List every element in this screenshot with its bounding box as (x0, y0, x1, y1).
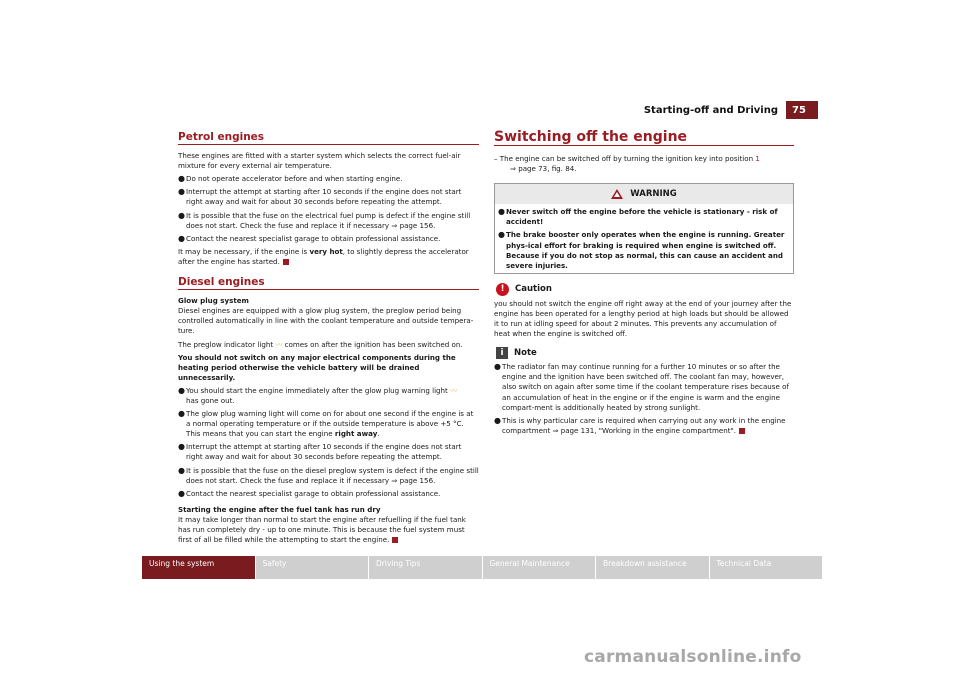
warning-title: WARNING (630, 189, 677, 200)
bullet-icon: ● (178, 442, 185, 452)
warning-box (494, 183, 794, 274)
bullet-icon: ● (494, 415, 501, 425)
list-item: ● It is possible that the fuse on the diesel preglow system is defect if the engine still does not start. Check the fuse and replace it if necessary ⇒ page 156. (178, 465, 479, 485)
fuel-tank-subheading: Starting the engine after the fuel tank has run dry (178, 504, 381, 514)
right-column (494, 129, 794, 439)
caution-icon: ! (496, 283, 509, 296)
tab-general-maintenance[interactable]: General Maintenance (483, 556, 596, 579)
list-item: ● Do not operate accelerator before and when starting engine. (178, 174, 403, 184)
diesel-p1: Diesel engines are equipped with a glow plug system, the preglow period being controlled automatically in line with the coolant temperature and outside tempera-ture. (178, 306, 474, 336)
bullet-icon: ● (498, 230, 505, 240)
chapter-nav (142, 556, 822, 579)
tab-breakdown-assistance[interactable]: Breakdown assistance (596, 556, 709, 579)
caution-title: Caution (515, 284, 552, 295)
petrol-heading: Petrol engines (178, 132, 479, 145)
glow-plug-subheading: Glow plug system (178, 296, 249, 306)
end-of-section-icon (392, 537, 398, 543)
page-header (644, 101, 818, 119)
page-number: 75 (786, 101, 818, 119)
preglow-indicator-icon: 〰 (275, 340, 283, 349)
diesel-heading: Diesel engines (178, 277, 479, 290)
list-item: ● Contact the nearest specialist garage to obtain professional assistance. (178, 488, 441, 498)
bullet-icon: ● (494, 362, 501, 372)
bullet-icon: ● (178, 233, 185, 243)
list-item: ● The glow plug warning light will come on for about one second if the engine is at a normal operating temperature or if the outside temperature is above +5 °C. This means that you can start the engine right away. (178, 409, 474, 439)
list-item: ● Never switch off the engine before the vehicle is stationary - risk of accident! (498, 207, 778, 227)
list-item: ● Interrupt the attempt at starting after 10 seconds if the engine does not start right away and wait for about 30 seconds before repeating the attempt. (178, 187, 462, 207)
list-item: ● Interrupt the attempt at starting after 10 seconds if the engine does not start right away and wait for about 30 seconds before repeating the attempt. (178, 442, 462, 462)
diesel-bold-warning: You should not switch on any major electrical components during the heating period otherwise the vehicle battery will be drained unnecessarily. (178, 352, 456, 382)
bullet-icon: ● (178, 465, 185, 475)
bullet-icon: ● (498, 207, 505, 217)
diesel-p2: The preglow indicator light 〰 comes on after the ignition has been switched on. (178, 339, 463, 349)
list-item: ● The radiator fan may continue running for a further 10 minutes or so after the engine and the ignition have been switched off. The coolant fan may, however, also switch on again after some time if the coolant temperature rises because of an accumulation of heat in the engine or if the engine is warm and the engine compart-ment is additionally heated by strong sunlight. (494, 362, 789, 412)
warning-triangle-icon (611, 189, 623, 199)
switch-off-heading: Switching off the engine (494, 132, 794, 146)
bullet-icon: ● (178, 385, 185, 395)
list-item: ● It is possible that the fuse on the electrical fuel pump is defect if the engine still does not start. Check the fuse and replace it if necessary ⇒ page 156. (178, 210, 471, 230)
bullet-icon: ● (178, 210, 185, 220)
petrol-outro: It may be necessary, if the engine is very hot, to slightly depress the accelerator after the engine has started. (178, 246, 469, 266)
list-item: ● Contact the nearest specialist garage to obtain professional assistance. (178, 233, 441, 243)
end-of-section-icon (739, 428, 745, 434)
diesel-p3: It may take longer than normal to start the engine after refuelling if the fuel tank has run completely dry - up to one minute. This is because the fuel system must first of all be filled while the attempting to start the engine. (178, 514, 466, 545)
tab-driving-tips[interactable]: Driving Tips (369, 556, 482, 579)
end-of-section-icon (283, 259, 289, 265)
caution-text: you should not switch the engine off right away at the end of your journey after the engine has been operated for a lengthy period at high loads but should be allowed it to run at idling speed for about 2 minutes. This prevents any accumulation of heat when the engine is switched off. (494, 298, 792, 339)
petrol-intro: These engines are fitted with a starter system which selects the correct fuel-air mixture for every external air temperature. (178, 151, 461, 171)
ignition-position-label: 1 (755, 154, 760, 164)
bullet-icon: ● (178, 409, 185, 419)
tab-technical-data[interactable]: Technical Data (710, 556, 823, 579)
left-column (178, 132, 479, 548)
bullet-icon: ● (178, 187, 185, 197)
warning-body (495, 204, 793, 273)
bullet-icon: ● (178, 488, 185, 498)
switch-off-step: – The engine can be switched off by turning the ignition key into position 1 ⇒ page 73, fig. 84. (494, 154, 760, 174)
bullet-icon: ● (178, 174, 185, 184)
list-item: ● This is why particular care is required when carrying out any work in the engine compartment ⇒ page 131, "Working in the engine compartment". (494, 415, 786, 435)
chapter-title: Starting-off and Driving (643, 104, 778, 116)
list-item: ● The brake booster only operates when the engine is running. Greater phys-ical effort for braking is required when engine is switched off. Because if you do not stop as normal, this can cause an accident and severe injuries. (498, 230, 785, 270)
tab-using-the-system[interactable]: Using the system (142, 556, 255, 579)
note-header (494, 347, 794, 359)
note-title: Note (514, 348, 537, 359)
warning-header (495, 184, 793, 204)
caution-header (494, 283, 794, 296)
tab-safety[interactable]: Safety (256, 556, 369, 579)
list-item: ● You should start the engine immediately after the glow plug warning light 〰 has gone out. (178, 385, 458, 405)
info-icon: i (496, 347, 508, 359)
watermark: carmanualsonline.info (584, 647, 802, 667)
glow-plug-light-icon: 〰 (450, 386, 458, 395)
